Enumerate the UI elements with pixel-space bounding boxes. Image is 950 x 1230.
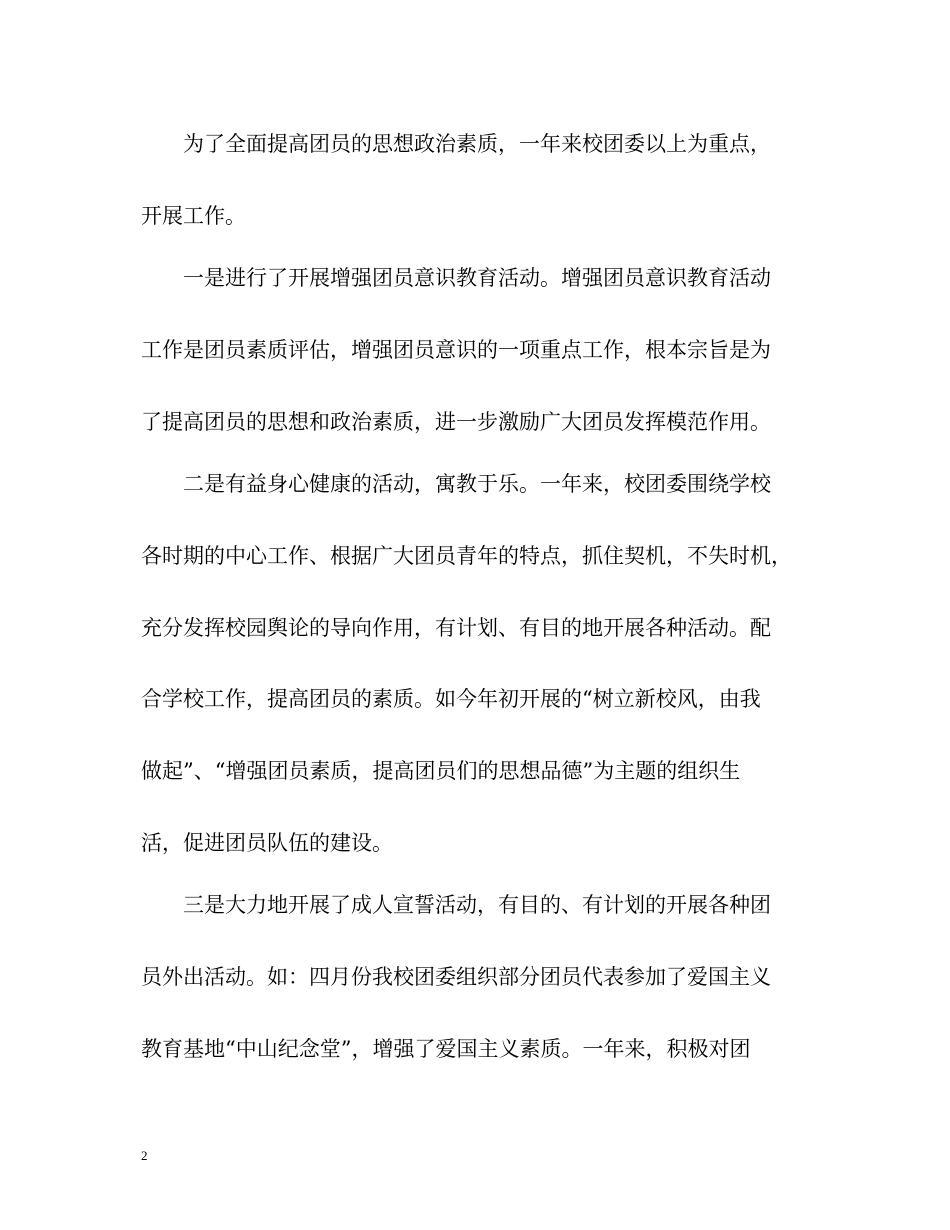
paragraph-line: 三是大力地开展了成人宣誓活动，有目的、有计划的开展各种团 xyxy=(183,893,771,917)
paragraph-line: 工作是团员素质评估，增强团员意识的一项重点工作，根本宗旨是为 xyxy=(141,338,771,362)
paragraph-line: 做起”、“增强团员素质，提高团员们的思想品德”为主题的组织生 xyxy=(141,759,741,783)
paragraph-line: 二是有益身心健康的活动，寓教于乐。一年来，校团委围绕学校 xyxy=(183,472,771,496)
paragraph-line: 充分发挥校园舆论的导向作用，有计划、有目的地开展各种活动。配 xyxy=(141,616,771,640)
paragraph-line: 开展工作。 xyxy=(141,204,246,228)
paragraph-line: 合学校工作，提高团员的素质。如今年初开展的“树立新校风，由我 xyxy=(141,687,761,711)
paragraph-line: 各时期的中心工作、根据广大团员青年的特点，抓住契机，不失时机， xyxy=(141,544,792,568)
paragraph-line: 一是进行了开展增强团员意识教育活动。增强团员意识教育活动 xyxy=(183,266,771,290)
paragraph-line: 员外出活动。如：四月份我校团委组织部分团员代表参加了爱国主义 xyxy=(141,965,771,989)
page-number: 2 xyxy=(141,1148,148,1163)
paragraph-line: 教育基地“中山纪念堂”，增强了爱国主义素质。一年来，积极对团 xyxy=(141,1037,751,1061)
paragraph-line: 活，促进团员队伍的建设。 xyxy=(141,831,393,855)
paragraph-line: 了提高团员的思想和政治素质，进一步激励广大团员发挥模范作用。 xyxy=(141,410,771,434)
paragraph-line: 为了全面提高团员的思想政治素质，一年来校团委以上为重点， xyxy=(183,132,771,156)
